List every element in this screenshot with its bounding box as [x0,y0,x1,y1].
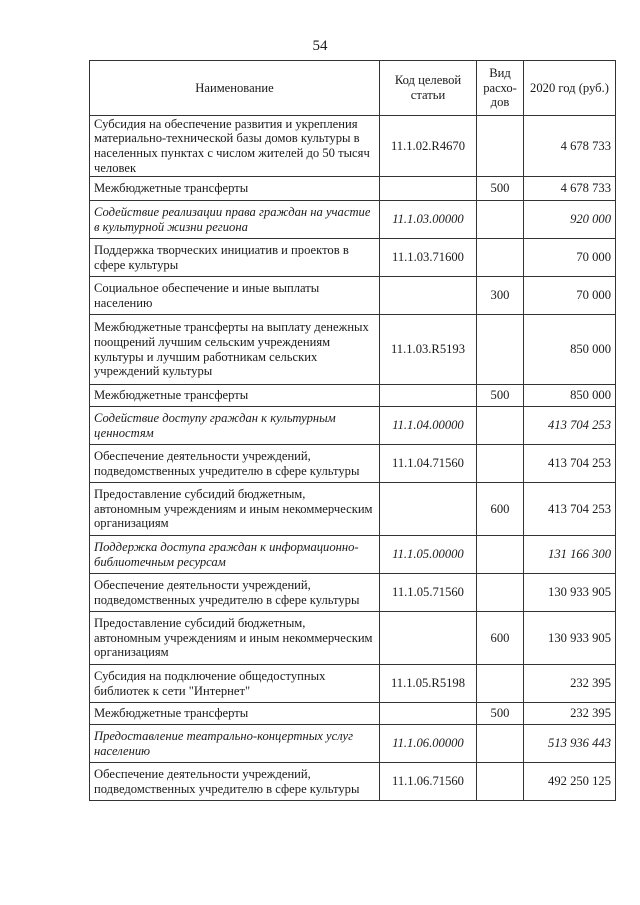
cell-code: 11.1.05.00000 [380,536,477,574]
cell-kind [477,407,524,445]
header-kind: Вид расхо-дов [477,61,524,116]
cell-kind [477,725,524,763]
budget-table [89,60,616,801]
table-row [90,725,616,763]
cell-amount: 70 000 [524,277,616,315]
table-row [90,407,616,445]
cell-amount: 413 704 253 [524,483,616,536]
cell-amount: 232 395 [524,703,616,725]
cell-kind [477,665,524,703]
cell-code [380,483,477,536]
table-row [90,665,616,703]
cell-kind: 600 [477,612,524,665]
cell-amount: 130 933 905 [524,612,616,665]
page-number: 54 [312,38,328,54]
cell-kind [477,201,524,239]
table-row [90,536,616,574]
cell-kind [477,116,524,177]
cell-name: Предоставление субсидий бюджетным, автономным учреждениям и иным некоммерческим организациям [90,483,380,536]
table-row [90,445,616,483]
cell-code: 11.1.06.71560 [380,763,477,801]
cell-kind [477,536,524,574]
cell-code: 11.1.06.00000 [380,725,477,763]
cell-name: Межбюджетные трансферты [90,177,380,201]
cell-code [380,385,477,407]
cell-name: Содействие реализации права граждан на участие в культурной жизни региона [90,201,380,239]
cell-name: Поддержка доступа граждан к информационно-библиотечным ресурсам [90,536,380,574]
cell-amount: 130 933 905 [524,574,616,612]
cell-name: Предоставление театрально-концертных услуг населению [90,725,380,763]
cell-amount: 4 678 733 [524,177,616,201]
cell-code [380,277,477,315]
cell-amount: 232 395 [524,665,616,703]
cell-kind [477,574,524,612]
cell-name: Межбюджетные трансферты [90,385,380,407]
cell-code [380,612,477,665]
table-row [90,574,616,612]
table-row [90,763,616,801]
cell-kind: 300 [477,277,524,315]
cell-amount: 413 704 253 [524,407,616,445]
table-header-row [90,61,616,116]
cell-name: Обеспечение деятельности учреждений, подведомственных учредителю в сфере культуры [90,445,380,483]
cell-kind: 500 [477,177,524,201]
cell-amount: 920 000 [524,201,616,239]
cell-kind: 600 [477,483,524,536]
cell-kind [477,239,524,277]
cell-name: Межбюджетные трансферты на выплату денежных поощрений лучшим сельским учреждениям культуры и лучшим работникам сельских учреждений культуры [90,315,380,385]
cell-kind: 500 [477,703,524,725]
cell-code: 11.1.03.71600 [380,239,477,277]
cell-amount: 131 166 300 [524,536,616,574]
cell-kind: 500 [477,385,524,407]
table-row [90,239,616,277]
cell-kind [477,763,524,801]
cell-name: Обеспечение деятельности учреждений, подведомственных учредителю в сфере культуры [90,763,380,801]
cell-code: 11.1.03.R5193 [380,315,477,385]
table-row [90,315,616,385]
cell-code: 11.1.05.71560 [380,574,477,612]
cell-code: 11.1.02.R4670 [380,116,477,177]
cell-amount: 70 000 [524,239,616,277]
cell-amount: 492 250 125 [524,763,616,801]
table-row [90,277,616,315]
header-amount: 2020 год (руб.) [524,61,616,116]
cell-name: Межбюджетные трансферты [90,703,380,725]
cell-name: Обеспечение деятельности учреждений, подведомственных учредителю в сфере культуры [90,574,380,612]
table-row [90,385,616,407]
table-row [90,483,616,536]
cell-name: Поддержка творческих инициатив и проектов в сфере культуры [90,239,380,277]
cell-amount: 850 000 [524,315,616,385]
cell-name: Содействие доступу граждан к культурным ценностям [90,407,380,445]
cell-kind [477,445,524,483]
cell-name: Предоставление субсидий бюджетным, автономным учреждениям и иным некоммерческим организациям [90,612,380,665]
cell-code: 11.1.04.71560 [380,445,477,483]
cell-amount: 850 000 [524,385,616,407]
cell-amount: 4 678 733 [524,116,616,177]
cell-code: 11.1.03.00000 [380,201,477,239]
cell-name: Субсидия на обеспечение развития и укрепления материально-технической базы домов культуры в населенных пунктах с числом жителей до 50 тысяч человек [90,116,380,177]
cell-name: Субсидия на подключение общедоступных библиотек к сети "Интернет" [90,665,380,703]
table-row [90,201,616,239]
cell-code [380,177,477,201]
cell-amount: 413 704 253 [524,445,616,483]
cell-amount: 513 936 443 [524,725,616,763]
cell-kind [477,315,524,385]
header-name: Наименование [90,61,380,116]
header-code: Код целевой статьи [380,61,477,116]
cell-code: 11.1.04.00000 [380,407,477,445]
cell-code: 11.1.05.R5198 [380,665,477,703]
table-row [90,116,616,177]
table-row [90,703,616,725]
cell-code [380,703,477,725]
cell-name: Социальное обеспечение и иные выплаты населению [90,277,380,315]
table-row [90,177,616,201]
table-row [90,612,616,665]
